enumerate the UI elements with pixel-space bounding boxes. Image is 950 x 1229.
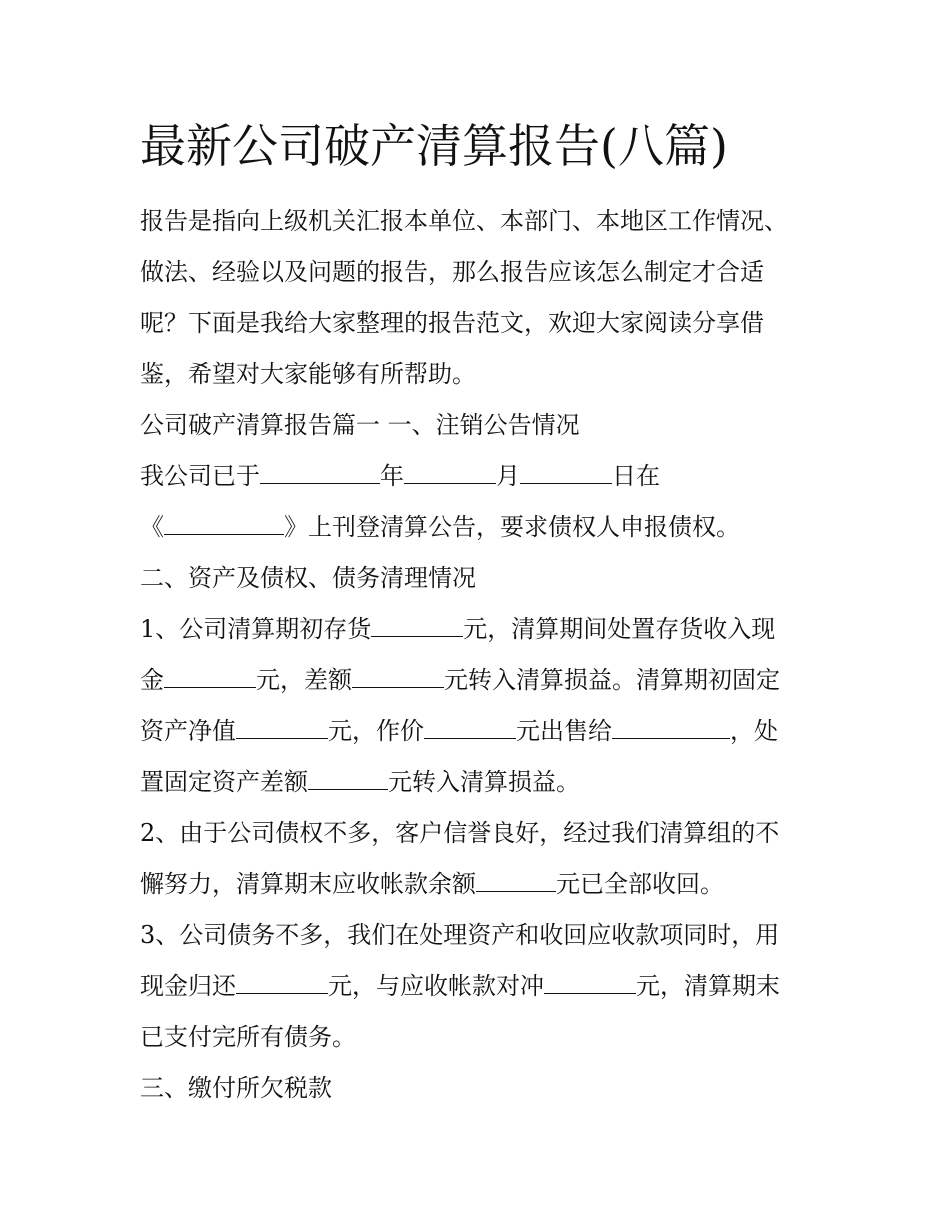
notice-line-1 [140,451,820,502]
item-text: 现金归还 [140,972,236,1000]
difference-blank [352,659,444,688]
item-text: 懈努力，清算期末应收帐款余额 [140,870,476,898]
inventory-blank [371,608,463,637]
item-text: 元出售给 [516,717,612,745]
item-text: ，处 [730,717,778,745]
notice-line-2 [140,502,820,553]
notice-text: 》上刊登清算公告，要求债权人申报债权。 [284,513,740,541]
intro-line-2: 做法、经验以及问题的报告，那么报告应该怎么制定才合适 [140,258,764,286]
cash-income-blank [164,659,256,688]
newspaper-blank [164,506,284,535]
notice-text: 日在 [612,462,660,490]
item-1-line-2 [140,655,820,706]
intro-line-1: 报告是指向上级机关汇报本单位、本部门、本地区工作情况、 [140,207,788,235]
section-2-heading: 二、资产及债权、债务清理情况 [140,564,476,592]
notice-text: 年 [380,462,404,490]
intro-line-4: 鉴，希望对大家能够有所帮助。 [140,360,476,388]
item-text: 元转入清算损益。 [388,768,580,796]
item-2-line-1: 2、由于公司债权不多，客户信誉良好，经过我们清算组的不 [140,819,780,847]
item-3-line-3: 已支付完所有债务。 [140,1023,356,1051]
item-text: 元，作价 [328,717,424,745]
item-text: 元，与应收帐款对冲 [328,972,544,1000]
section-3-heading: 三、缴付所欠税款 [140,1074,332,1102]
notice-text: 《 [140,513,164,541]
item-1-line-4 [140,757,820,808]
price-blank [424,710,516,739]
item-text: 金 [140,666,164,694]
item-text: 置固定资产差额 [140,768,308,796]
cash-repay-blank [236,965,328,994]
month-blank [404,455,496,484]
document-title: 最新公司破产清算报告(八篇) [140,119,728,173]
offset-blank [544,965,636,994]
item-text: 元，差额 [256,666,352,694]
item-3-line-1: 3、公司债务不多，我们在处理资产和收回应收款项同时，用 [140,921,780,949]
intro-line-3: 呢？下面是我给大家整理的报告范文，欢迎大家阅读分享借 [140,309,764,337]
year-blank [260,455,380,484]
buyer-blank [612,710,730,739]
item-text: 1、公司清算期初存货 [140,615,372,643]
item-text: 资产净值 [140,717,236,745]
day-blank [520,455,612,484]
notice-text: 月 [496,462,520,490]
item-text: 元，清算期间处置存货收入现 [463,615,776,643]
notice-text: 我公司已于 [140,462,260,490]
item-2-line-2 [140,859,820,910]
asset-difference-blank [308,761,388,790]
section-1-heading: 公司破产清算报告篇一 一、注销公告情况 [140,411,580,439]
item-text: 元已全部收回。 [556,870,724,898]
item-1-line-1 [140,604,820,655]
receivable-blank [476,863,556,892]
item-3-line-2 [140,961,820,1012]
net-value-blank [236,710,328,739]
document-body [140,196,820,1114]
item-1-line-3 [140,706,820,757]
item-text: 元，清算期末 [636,972,780,1000]
item-text: 元转入清算损益。清算期初固定 [444,666,780,694]
